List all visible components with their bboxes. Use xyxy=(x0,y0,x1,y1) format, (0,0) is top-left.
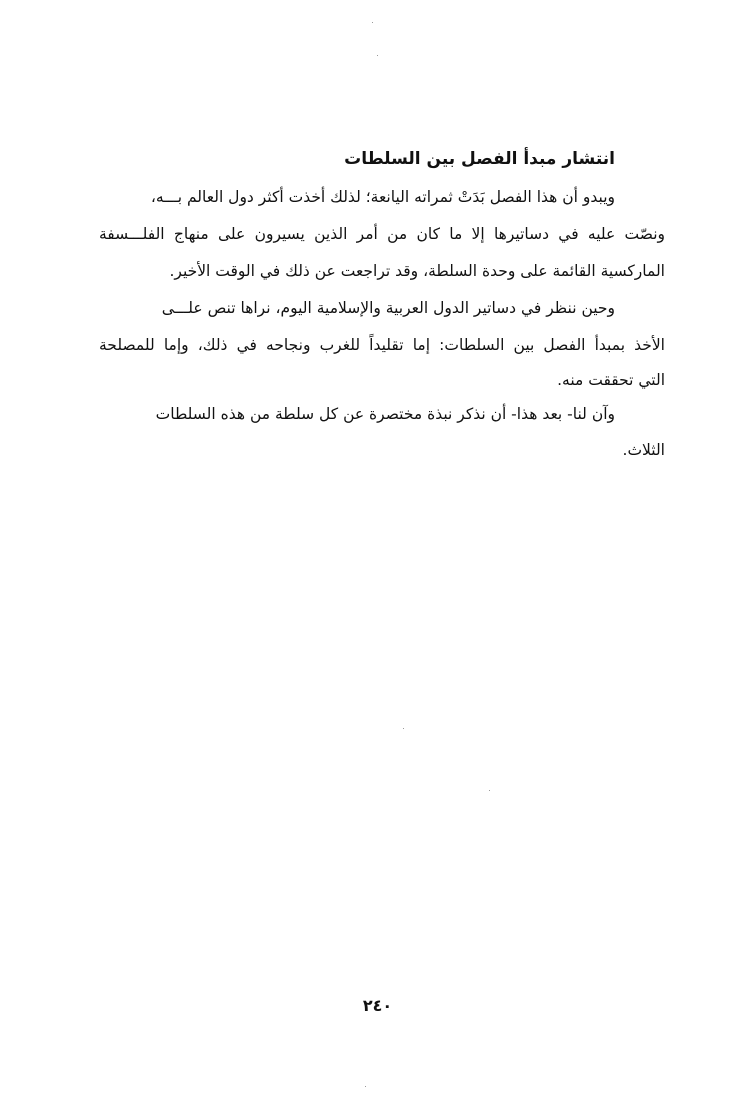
paragraph-3-line-1: وآن لنا- بعد هذا- أن نذكر نبذة مختصرة عن كل سلطة من هذه السلطات xyxy=(155,405,615,423)
paragraph-2-line-1: وحين ننظر في دساتير الدول العربية والإسلامية اليوم، نراها تنص علـــى xyxy=(161,299,615,317)
scan-speck xyxy=(403,728,404,729)
paragraph-1-line-3: الماركسية القائمة على وحدة السلطة، وقد تراجعت عن ذلك في الوقت الأخير. xyxy=(169,262,665,280)
paragraph-2-line-2: الأخذ بمبدأ الفصل بين السلطات: إما تقليداً للغرب ونجاحه في ذلك، وإما للمصلحة xyxy=(99,336,665,354)
page-number: ٢٤٠ xyxy=(362,996,393,1015)
scan-speck xyxy=(377,55,378,56)
section-heading: انتشار مبدأ الفصل بين السلطات xyxy=(344,149,615,169)
paragraph-1-line-2: ونصّت عليه في دساتيرها إلا ما كان من أمر الذين يسيرون على منهاج الفلـــسفة xyxy=(99,225,665,243)
scan-speck xyxy=(489,790,490,791)
scan-speck xyxy=(365,1086,366,1087)
paragraph-3-line-2: الثلاث. xyxy=(622,441,665,459)
scan-speck xyxy=(372,22,373,23)
paragraph-1-line-1: ويبدو أن هذا الفصل بَدَتْ ثمراته اليانعة؛ لذلك أخذت أكثر دول العالم بـــه، xyxy=(150,188,615,206)
paragraph-2-line-3: التي تحققت منه. xyxy=(557,371,665,389)
